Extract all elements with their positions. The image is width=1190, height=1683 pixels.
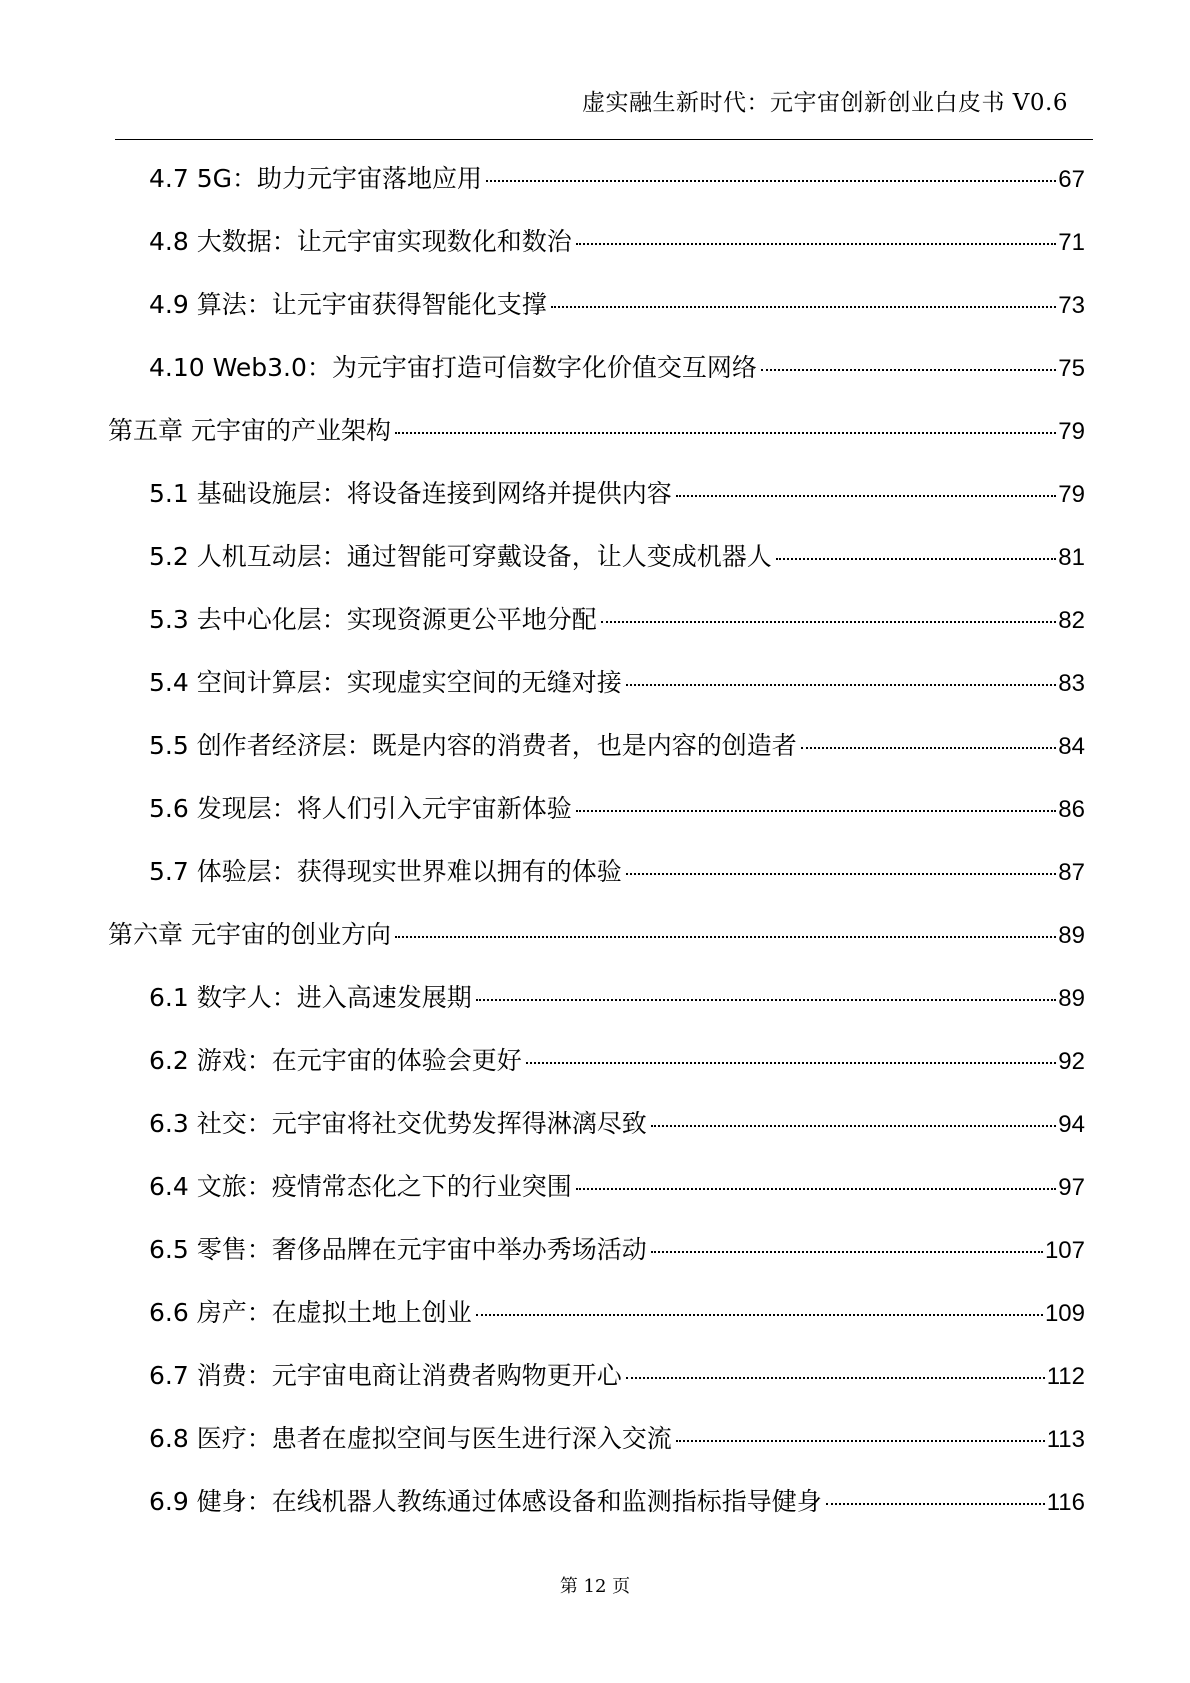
dot-leader xyxy=(626,873,1057,875)
toc-entry-title: 5.1 基础设施层：将设备连接到网络并提供内容 xyxy=(149,479,672,508)
toc-page-number: 109 xyxy=(1044,1300,1085,1327)
toc-section-entry[interactable] xyxy=(108,1407,1085,1470)
toc-page-number: 79 xyxy=(1058,481,1085,508)
dot-leader xyxy=(801,747,1057,749)
toc-entry-title: 5.4 空间计算层：实现虚实空间的无缝对接 xyxy=(149,668,622,697)
toc-page-number: 81 xyxy=(1058,544,1085,571)
toc-entry-title: 5.2 人机互动层：通过智能可穿戴设备，让人变成机器人 xyxy=(149,542,772,571)
dot-leader xyxy=(776,558,1057,560)
dot-leader xyxy=(826,1503,1045,1505)
toc-entry-title: 6.8 医疗：患者在虚拟空间与医生进行深入交流 xyxy=(149,1424,672,1453)
page-number: 第 12 页 xyxy=(559,1576,631,1597)
toc-page-number: 89 xyxy=(1058,985,1085,1012)
toc-page-number: 89 xyxy=(1058,922,1085,949)
toc-entry-title: 5.5 创作者经济层：既是内容的消费者，也是内容的创造者 xyxy=(149,731,797,760)
toc-page-number: 75 xyxy=(1058,355,1085,382)
toc-page-number: 73 xyxy=(1058,292,1085,319)
dot-leader xyxy=(576,1188,1057,1190)
toc-page-number: 113 xyxy=(1046,1426,1085,1453)
toc-entry-title: 6.3 社交：元宇宙将社交优势发挥得淋漓尽致 xyxy=(149,1109,647,1138)
toc-entry-title: 5.3 去中心化层：实现资源更公平地分配 xyxy=(149,605,597,634)
toc-section-entry[interactable] xyxy=(108,714,1085,777)
dot-leader xyxy=(551,306,1057,308)
dot-leader xyxy=(486,180,1056,182)
toc-section-entry[interactable] xyxy=(108,651,1085,714)
toc-section-entry[interactable] xyxy=(108,1218,1085,1281)
dot-leader xyxy=(676,1440,1045,1442)
toc-section-entry[interactable] xyxy=(108,1344,1085,1407)
dot-leader xyxy=(576,810,1057,812)
toc-page-number: 107 xyxy=(1044,1237,1085,1264)
toc-section-entry[interactable] xyxy=(108,462,1085,525)
dot-leader xyxy=(626,684,1057,686)
dot-leader xyxy=(395,936,1056,938)
toc-page-number: 112 xyxy=(1046,1363,1085,1390)
dot-leader xyxy=(651,1251,1043,1253)
dot-leader xyxy=(601,621,1057,623)
table-of-contents xyxy=(108,147,1085,1533)
toc-section-entry[interactable] xyxy=(108,1155,1085,1218)
toc-section-entry[interactable] xyxy=(108,588,1085,651)
toc-entry-title: 6.2 游戏：在元宇宙的体验会更好 xyxy=(149,1046,522,1075)
toc-entry-title: 第六章 元宇宙的创业方向 xyxy=(108,920,391,949)
toc-section-entry[interactable] xyxy=(108,147,1085,210)
dot-leader xyxy=(626,1377,1045,1379)
toc-entry-title: 4.7 5G：助力元宇宙落地应用 xyxy=(149,164,482,193)
toc-entry-title: 6.9 健身：在线机器人教练通过体感设备和监测指标指导健身 xyxy=(149,1487,822,1516)
toc-entry-title: 4.10 Web3.0：为元宇宙打造可信数字化价值交互网络 xyxy=(149,353,757,382)
header-divider xyxy=(115,139,1093,140)
toc-chapter-entry[interactable] xyxy=(108,903,1085,966)
dot-leader xyxy=(676,495,1057,497)
toc-page-number: 79 xyxy=(1058,418,1085,445)
toc-section-entry[interactable] xyxy=(108,966,1085,1029)
toc-section-entry[interactable] xyxy=(108,336,1085,399)
toc-page-number: 86 xyxy=(1058,796,1085,823)
toc-entry-title: 4.8 大数据：让元宇宙实现数化和数治 xyxy=(149,227,572,256)
toc-page-number: 94 xyxy=(1058,1111,1085,1138)
dot-leader xyxy=(476,999,1057,1001)
dot-leader xyxy=(761,369,1056,371)
toc-section-entry[interactable] xyxy=(108,840,1085,903)
toc-section-entry[interactable] xyxy=(108,273,1085,336)
toc-page-number: 87 xyxy=(1058,859,1085,886)
toc-page-number: 116 xyxy=(1046,1489,1085,1516)
toc-page-number: 92 xyxy=(1058,1048,1085,1075)
toc-page-number: 67 xyxy=(1058,166,1085,193)
toc-entry-title: 5.6 发现层：将人们引入元宇宙新体验 xyxy=(149,794,572,823)
toc-section-entry[interactable] xyxy=(108,1281,1085,1344)
dot-leader xyxy=(651,1125,1057,1127)
toc-entry-title: 第五章 元宇宙的产业架构 xyxy=(108,416,391,445)
toc-section-entry[interactable] xyxy=(108,777,1085,840)
toc-page-number: 84 xyxy=(1058,733,1085,760)
toc-section-entry[interactable] xyxy=(108,525,1085,588)
dot-leader xyxy=(395,432,1056,434)
toc-entry-title: 6.6 房产：在虚拟土地上创业 xyxy=(149,1298,472,1327)
toc-page-number: 71 xyxy=(1058,229,1085,256)
toc-entry-title: 6.1 数字人：进入高速发展期 xyxy=(149,983,472,1012)
toc-section-entry[interactable] xyxy=(108,1092,1085,1155)
toc-chapter-entry[interactable] xyxy=(108,399,1085,462)
running-header: 虚实融生新时代：元宇宙创新创业白皮书 V0.6 xyxy=(582,90,1068,116)
toc-section-entry[interactable] xyxy=(108,1470,1085,1533)
toc-page-number: 82 xyxy=(1058,607,1085,634)
toc-entry-title: 5.7 体验层：获得现实世界难以拥有的体验 xyxy=(149,857,622,886)
toc-entry-title: 6.7 消费：元宇宙电商让消费者购物更开心 xyxy=(149,1361,622,1390)
toc-section-entry[interactable] xyxy=(108,1029,1085,1092)
toc-section-entry[interactable] xyxy=(108,210,1085,273)
dot-leader xyxy=(576,243,1057,245)
toc-page-number: 97 xyxy=(1058,1174,1085,1201)
dot-leader xyxy=(526,1062,1057,1064)
toc-entry-title: 4.9 算法：让元宇宙获得智能化支撑 xyxy=(149,290,547,319)
toc-page-number: 83 xyxy=(1058,670,1085,697)
toc-entry-title: 6.4 文旅：疫情常态化之下的行业突围 xyxy=(149,1172,572,1201)
toc-entry-title: 6.5 零售：奢侈品牌在元宇宙中举办秀场活动 xyxy=(149,1235,647,1264)
dot-leader xyxy=(476,1314,1043,1316)
